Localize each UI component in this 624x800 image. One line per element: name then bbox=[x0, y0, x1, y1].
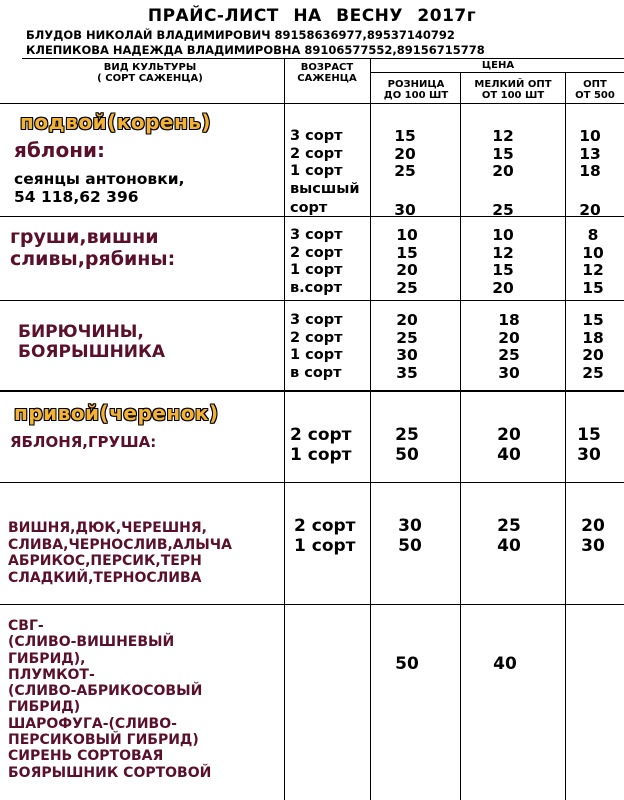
small-wholesale-prices: 12 15 20 25 bbox=[492, 127, 514, 219]
culture-pear-cherry: груши,вишни сливы,рябины: bbox=[10, 226, 176, 270]
row-divider-4 bbox=[0, 482, 624, 483]
header-top-line bbox=[22, 58, 624, 59]
row-divider-5 bbox=[0, 604, 624, 605]
small-wholesale-prices: 20 40 bbox=[497, 425, 521, 465]
col-divider-small bbox=[460, 72, 461, 800]
culture-column-header: ВИД КУЛЬТУРЫ ( СОРТ САЖЕНЦА) bbox=[97, 62, 203, 84]
culture-note-numbers: 54 118,62 396 bbox=[14, 188, 139, 206]
contact-line-2: КЛЕПИКОВА НАДЕЖДА ВЛАДИМИРОВНА 89106577552,89156715778 bbox=[26, 43, 485, 57]
grade-list: 3 сорт 2 сорт 1 сорт в.сорт bbox=[290, 227, 343, 296]
grade-list: 2 сорт 1 сорт bbox=[294, 516, 356, 556]
culture-hybrids: СВГ- (СЛИВО-ВИШНЕВЫЙ ГИБРИД), ПЛУМКОТ- (СЛИВО-АБРИКОСОВЫЙ ГИБРИД) ШАРОФУГА-(СЛИВО- ПЕРСИКОВЫЙ ГИБРИД) СИРЕНЬ СОРТОВАЯ БОЯРЫШНИК СОРТОВОЙ bbox=[8, 618, 212, 781]
small-wholesale-price: 40 bbox=[493, 654, 517, 674]
small-wholesale-prices: 25 40 bbox=[497, 516, 521, 556]
small-wholesale-prices: 18 20 25 30 bbox=[498, 311, 520, 382]
grade-list: 2 сорт 1 сорт bbox=[290, 425, 352, 465]
wholesale-prices: 8 10 12 15 bbox=[582, 226, 604, 297]
price-subheader-line bbox=[370, 72, 624, 73]
grade-list: 3 сорт 2 сорт 1 сорт в сорт bbox=[290, 312, 343, 381]
retail-price: 50 bbox=[395, 654, 419, 674]
culture-apple-pear: ЯБЛОНЯ,ГРУША: bbox=[10, 433, 157, 451]
row-divider-2 bbox=[0, 300, 624, 301]
culture-note: сеянцы антоновки, bbox=[14, 170, 185, 188]
retail-column-header: РОЗНИЦА ДО 100 ШТ bbox=[383, 79, 449, 101]
section-heading-rootstock: подвой(корень) bbox=[20, 110, 212, 134]
col-divider-retail bbox=[370, 58, 371, 800]
section-heading-scion: привой(черенок) bbox=[14, 401, 219, 425]
wholesale-prices: 10 13 18 20 bbox=[579, 127, 601, 219]
wholesale-column-header: ОПТ ОТ 500 bbox=[575, 79, 615, 101]
retail-prices: 15 20 25 30 bbox=[394, 127, 416, 219]
contact-line-1: БЛУДОВ НИКОЛАЙ ВЛАДИМИРОВИЧ 89158636977,89537140792 bbox=[26, 28, 455, 42]
retail-prices: 20 25 30 35 bbox=[396, 311, 418, 382]
culture-stone-fruit: ВИШНЯ,ДЮК,ЧЕРЕШНЯ, СЛИВА,ЧЕРНОСЛИВ,АЛЫЧА АБРИКОС,ПЕРСИК,ТЕРН СЛАДКИЙ,ТЕРНОСЛИВА bbox=[8, 520, 232, 586]
wholesale-prices: 15 18 20 25 bbox=[582, 311, 604, 382]
retail-prices: 10 15 20 25 bbox=[396, 226, 418, 297]
grade-list: 3 сорт 2 сорт 1 сорт высшый сорт bbox=[290, 128, 360, 216]
age-column-header: ВОЗРАСТ САЖЕНЦА bbox=[297, 62, 357, 84]
col-divider-age bbox=[284, 58, 285, 800]
small-wholesale-column-header: МЕЛКИЙ ОПТ ОТ 100 ШТ bbox=[474, 79, 552, 101]
page-title: ПРАЙС-ЛИСТ НА ВЕСНУ 2017г bbox=[147, 6, 477, 26]
header-bottom-line bbox=[0, 103, 624, 104]
wholesale-prices: 15 30 bbox=[577, 425, 601, 465]
retail-prices: 25 50 bbox=[395, 425, 419, 465]
culture-apple: яблони: bbox=[14, 138, 106, 162]
small-wholesale-prices: 10 12 15 20 bbox=[492, 226, 514, 297]
row-divider-3 bbox=[0, 390, 624, 392]
retail-prices: 30 50 bbox=[398, 516, 422, 556]
price-column-header: ЦЕНА bbox=[481, 60, 515, 71]
col-divider-opt bbox=[565, 72, 566, 800]
culture-privet-hawthorn: БИРЮЧИНЫ, БОЯРЫШНИКА bbox=[18, 322, 166, 362]
wholesale-prices: 20 30 bbox=[581, 516, 605, 556]
